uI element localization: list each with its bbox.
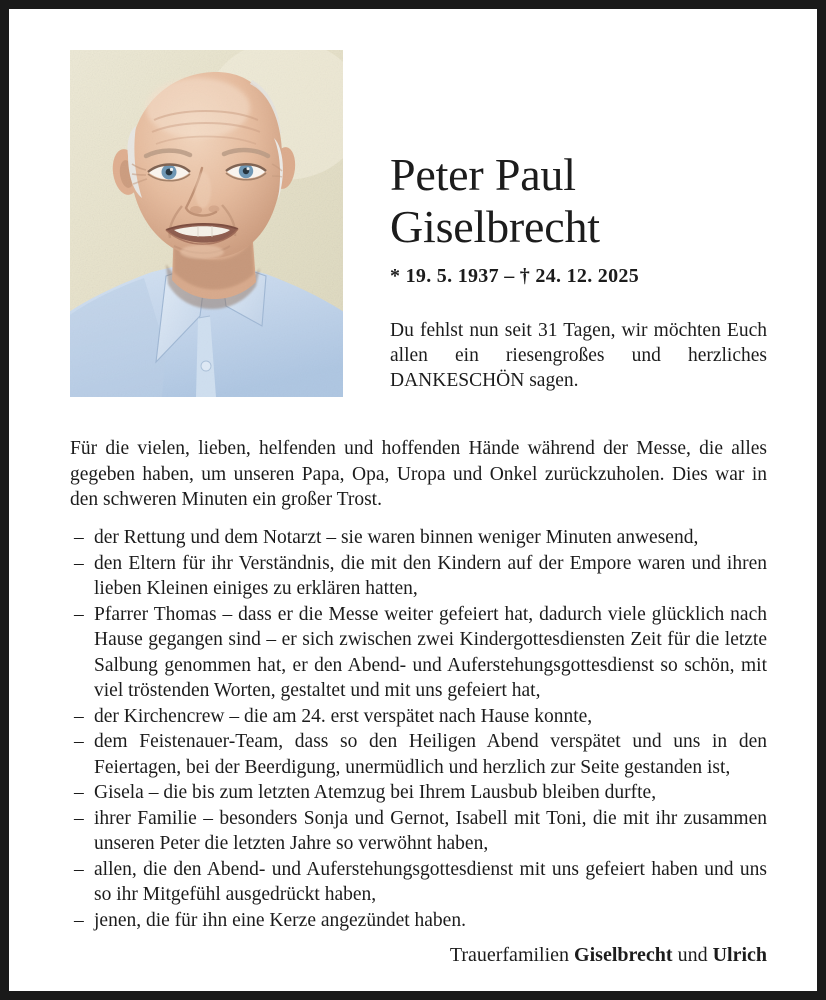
intro-paragraph: Du fehlst nun seit 31 Tagen, wir möchten Euch allen ein riesengroßes und herzliches DANKESCHÖN sagen. <box>390 320 767 391</box>
list-dash-icon: – <box>74 858 84 880</box>
portrait-photo <box>70 50 343 397</box>
signature-prefix: Trauerfamilien <box>449 944 575 966</box>
list-item <box>70 908 767 934</box>
list-item <box>70 857 767 908</box>
list-item-text: dem Feistenauer-Team, dass so den Heiligen Abend verspätet und uns in den Feiertagen, bei der Beerdigung, unermüdlich und herzlich zur Seite gestanden ist, <box>94 731 767 778</box>
list-item-text: Gisela – die bis zum letzten Atemzug bei Ihrem Lausbub bleiben durfte, <box>94 782 657 803</box>
list-item-text: den Eltern für ihr Verständnis, die mit den Kindern auf der Empore waren und ihren lieben Kleinen einiges zu erklären hatten, <box>94 552 767 599</box>
list-dash-icon: – <box>74 909 84 931</box>
list-dash-icon: – <box>74 807 84 829</box>
list-item-text: der Rettung und dem Notarzt – sie waren binnen weniger Minuten anwesend, <box>94 527 699 548</box>
portrait-illustration <box>70 50 343 397</box>
signature-conjunction: und <box>672 944 713 966</box>
list-dash-icon: – <box>74 552 84 574</box>
deceased-first-names: Peter Paul <box>390 149 576 200</box>
list-item <box>70 525 767 551</box>
list-item <box>70 780 767 806</box>
list-item-text: allen, die den Abend- und Auferstehungsgottesdienst mit uns gefeiert haben und uns so ihr Mitgefühl ausgedrückt haben, <box>94 858 767 905</box>
signature-line <box>70 944 767 967</box>
list-item <box>70 602 767 704</box>
signature-family-two: Ulrich <box>712 944 767 966</box>
body-paragraph: Für die vielen, lieben, helfenden und hoffenden Hände während der Messe, die alles gegeben haben, um unseren Papa, Opa, Uropa und Onkel zurückzuholen. Dies war in den schweren Minuten ein großer Trost. <box>70 438 767 510</box>
list-item <box>70 704 767 730</box>
header-block <box>390 149 767 393</box>
thanks-list <box>70 525 767 933</box>
list-item-text: der Kirchencrew – die am 24. erst verspätet nach Hause konnte, <box>94 705 593 727</box>
list-dash-icon: – <box>74 782 84 803</box>
list-dash-icon: – <box>74 527 84 548</box>
signature-family-one: Giselbrecht <box>574 944 673 966</box>
list-dash-icon: – <box>74 603 84 625</box>
life-dates: * 19. 5. 1937 – † 24. 12. 2025 <box>390 265 639 287</box>
deceased-surname: Giselbrecht <box>390 201 600 252</box>
obituary-inner-panel <box>9 9 817 991</box>
list-dash-icon: – <box>74 731 84 752</box>
list-item-text: Pfarrer Thomas – dass er die Messe weiter gefeiert hat, dadurch viele glücklich nach Hause gegangen sind – er sich zwischen zwei Kindergottesdiensten Zeit für die letzte Salbung genommen hat, er den Abend- und Auferstehungsgottesdienst so schön, mit viel tröstenden Worten, gestaltet und mit uns gefeiert hat, <box>94 603 767 701</box>
list-item <box>70 551 767 602</box>
list-item <box>70 806 767 857</box>
list-dash-icon: – <box>74 705 84 727</box>
list-item <box>70 729 767 780</box>
list-item-text: ihrer Familie – besonders Sonja und Gernot, Isabell mit Toni, die mit ihr zusammen unseren Peter die letzten Jahre so verwöhnt haben, <box>94 807 767 854</box>
list-item-text: jenen, die für ihn eine Kerze angezündet haben. <box>94 909 466 931</box>
